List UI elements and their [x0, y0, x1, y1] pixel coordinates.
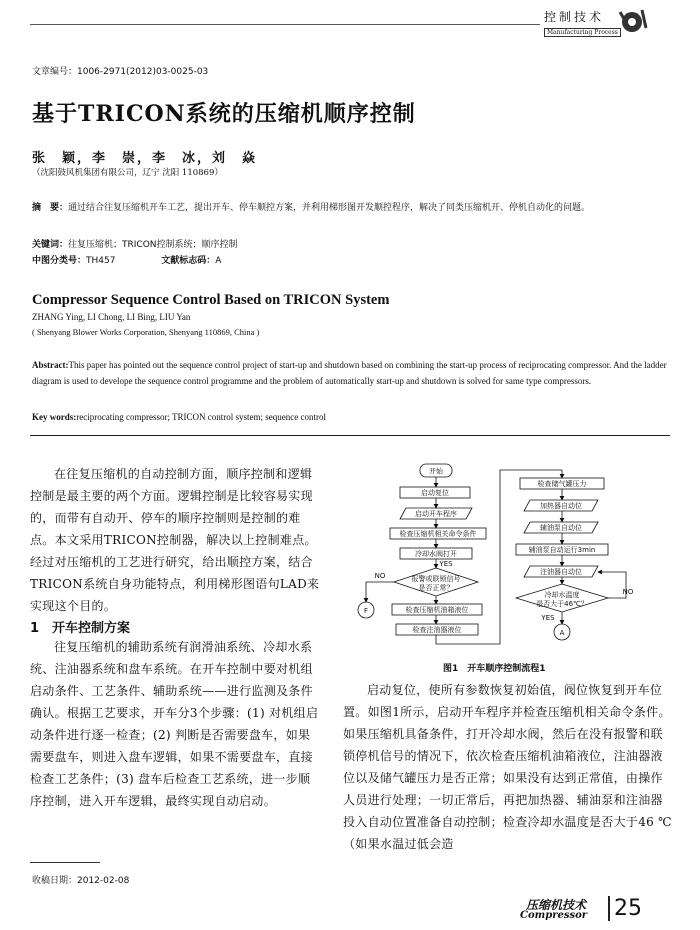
label-start: 开始: [429, 467, 443, 476]
classification: [32, 253, 221, 266]
english-abstract: [32, 357, 672, 389]
intro-paragraph: 在往复压缩机的自动控制方面，顺序控制和逻辑控制是最主要的两个方面。逻辑控制是比较容易实现的，而带有自动开、停车的顺序控制则是控制的难点。本文采用TRICON控制器，解决以上控制难点。经过对压缩机的工艺进行研究，给出顺控方案，结合TRICON系统自身功能特点，利用梯形图语句LAD来实现这个目的。: [30, 467, 320, 613]
footer-brand-en: Compressor: [520, 910, 588, 921]
gear-logo-icon: [602, 6, 662, 36]
label-aux-run: 辅油泵自动运行3min: [528, 546, 596, 554]
label-alarm-q: 报警或联锁信号: [411, 575, 461, 583]
english-keywords-label: Key words:: [32, 412, 77, 422]
label-temp-q: 冷却水温度: [544, 591, 580, 599]
label-lub-auto: 注油器自动位: [540, 568, 582, 576]
section-1-paragraph: 往复压缩机的辅助系统有润滑油系统、冷却水系统、注油器系统和盘车系统。在开车控制中要对机组启动条件、工艺条件、辅助系统——进行监测及条件确认。根据工艺要求，开车分3个步骤：(1) 对机组启动条件进行逐一检查；(2) 判断是否需要盘车，如果需要盘车，则进入盘车逻辑，如果不需要盘车，直接检查工艺条件；(3) 盘车后检查工艺系统，进一步顺序控制，进入开车逻辑，最终实现自动启动。: [30, 640, 319, 808]
label-no-1: NO: [374, 572, 386, 580]
classification-label: 中图分类号：: [32, 256, 87, 266]
label-tank-pressure: 检查储气罐压力: [537, 480, 587, 488]
abstract-cn-text: 通过结合往复压缩机开车工艺，提出开车、停车顺控方案，并利用梯形图开发顺控程序，解决了同类压缩机开、停机自动化的问题。: [68, 203, 591, 213]
english-affiliation: ( Shenyang Blower Works Corporation, Shenyang 110869, China ): [32, 327, 260, 337]
right-column-paragraph: 启动复位，使所有参数恢复初始值，阀位恢复到开车位置。如图1所示，启动开车程序并检查压缩机相关命令条件。如果压缩机具备条件，打开冷却水阀，然后在没有报警和联锁停机信号的情况下，依次检查压缩机油箱液位，注油器液位以及储气罐压力是否正常；如果没有达到正常值，由操作人员进行处理；一切正常后，再把加热器、辅油泵和注油器投入自动位置准备自动控制；检查冷却水温度是否大于46 ℃（如果水温过低会造: [343, 683, 672, 851]
footnote-rule: [30, 862, 100, 863]
document-number: 文章编号：1006-2971(2012)03-0025-03: [32, 67, 209, 77]
label-open-water: 冷却水阀打开: [415, 550, 457, 558]
header-brand-cn: 控制技术: [544, 10, 605, 24]
label-f: F: [363, 607, 369, 615]
label-yes-1: YES: [439, 560, 453, 568]
english-title: Compressor Sequence Control Based on TRICON System: [32, 292, 390, 308]
footer-brand: [520, 896, 670, 926]
abstract-cn: [32, 200, 664, 216]
label-lubricator: 检查注油器液位: [412, 626, 462, 634]
keywords-cn: [32, 237, 238, 250]
english-abstract-label: Abstract:: [32, 360, 69, 370]
label-start-prog: 启动开车程序: [415, 510, 457, 518]
received-date: 收稿日期：2012-02-08: [32, 876, 130, 886]
abstract-cn-label: 摘 要：: [32, 203, 69, 213]
label-reset: 启动复位: [421, 489, 449, 497]
label-a: A: [559, 629, 565, 637]
english-authors: ZHANG Ying, LI Chong, LI Bing, LIU Yan: [32, 312, 191, 322]
header-brand: [540, 6, 670, 40]
label-aux-pump: 辅油泵自动位: [540, 524, 582, 532]
figure-caption: 图1 开车顺序控制流程1: [443, 664, 546, 674]
keywords-cn-text: 往复压缩机；TRICON控制系统；顺序控制: [68, 240, 238, 250]
label-no-2: NO: [622, 588, 634, 596]
doc-code-label: 文献标志码：: [161, 256, 216, 266]
label-temp-q2: 是否大于46℃？: [536, 600, 588, 608]
doc-code-value: A: [215, 256, 222, 266]
label-check-cond: 检查压缩机相关命令条件: [399, 530, 477, 538]
classification-value: TH457: [86, 256, 116, 266]
footer-brand-cn: 压缩机技术: [526, 898, 587, 912]
english-abstract-text: This paper has pointed out the sequence control project of start-up and shutdown based on combining the start-up process of reciprocating compressor. And the ladder diagram is used to develope the sequence control programme and the problem of automatically start-up and shutdown is solved for same type compressors.: [32, 360, 667, 386]
label-yes-2: YES: [541, 614, 555, 622]
label-oil-tank: 检查压缩机油箱液位: [405, 606, 469, 614]
english-keywords-text: reciprocating compressor; TRICON control system; sequence control: [76, 412, 327, 422]
label-alarm-q2: 是否正常？: [418, 584, 454, 592]
authors: 张 颖，李 崇，李 冰，刘 焱: [32, 151, 258, 166]
header-rule: [30, 24, 540, 25]
section-1-heading: 1 开车控制方案: [30, 621, 131, 636]
affiliation: （沈阳鼓风机集团有限公司，辽宁 沈阳 110869）: [32, 168, 223, 178]
paper-title: 基于TRICON系统的压缩机顺序控制: [32, 101, 416, 127]
header-brand-en: Manufacturing Process: [544, 28, 621, 37]
keywords-cn-label: 关键词：: [32, 240, 69, 250]
english-keywords: [32, 412, 326, 422]
page-number: 25: [608, 896, 642, 921]
section-divider: [30, 435, 670, 436]
flowchart-figure: [340, 460, 675, 660]
label-heater: 加热器自动位: [540, 502, 582, 510]
